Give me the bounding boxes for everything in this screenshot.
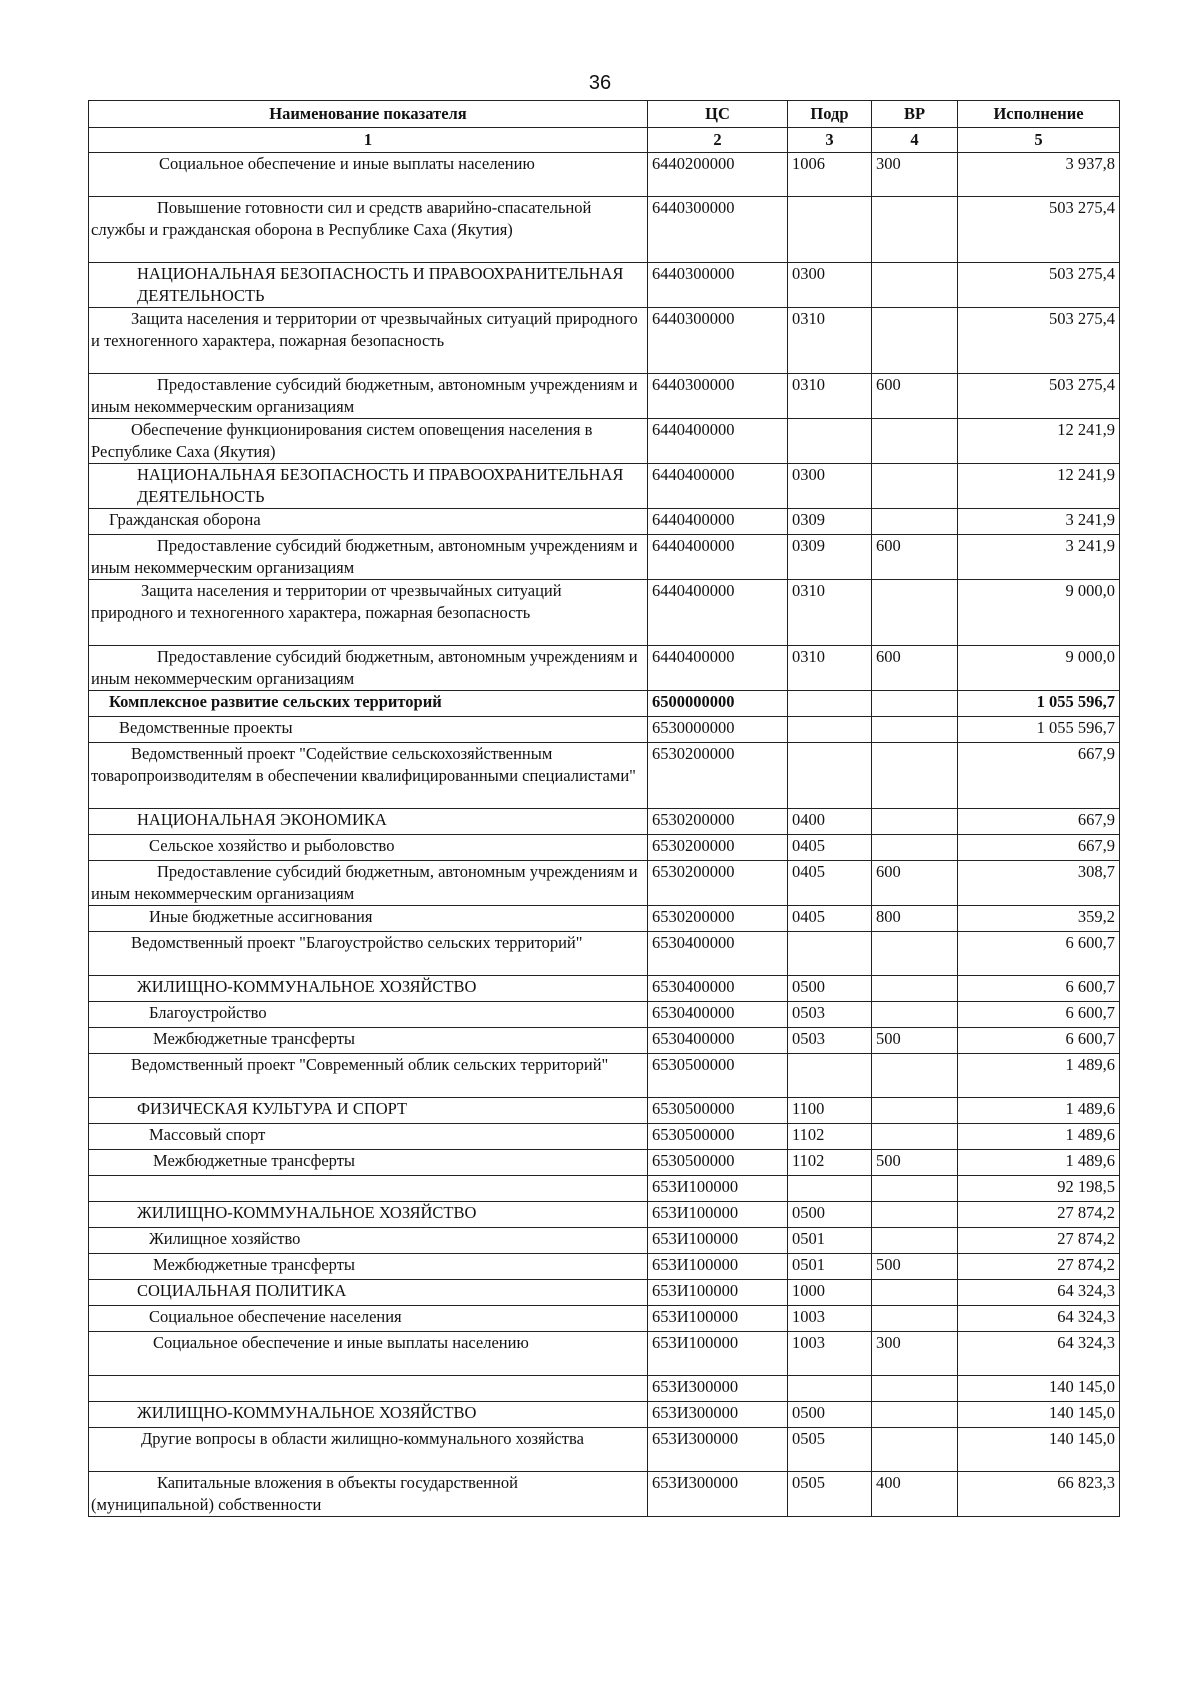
table-row <box>89 691 1120 717</box>
expense-type-code: 800 <box>872 906 958 932</box>
table-row <box>89 509 1120 535</box>
target-article-code: 6530200000 <box>648 861 788 906</box>
expense-type-code <box>872 1054 958 1098</box>
indicator-name: Межбюджетные трансферты <box>89 1150 648 1176</box>
execution-amount: 667,9 <box>958 809 1120 835</box>
indicator-name: Межбюджетные трансферты <box>89 1028 648 1054</box>
table-row <box>89 464 1120 509</box>
indicator-name: Массовый спорт <box>89 1124 648 1150</box>
subsection-code: 1102 <box>788 1150 872 1176</box>
page-number: 36 <box>588 72 612 94</box>
execution-amount: 64 324,3 <box>958 1332 1120 1376</box>
execution-amount: 3 937,8 <box>958 153 1120 197</box>
table-row <box>89 932 1120 976</box>
execution-amount: 64 324,3 <box>958 1306 1120 1332</box>
execution-amount: 3 241,9 <box>958 535 1120 580</box>
target-article-code: 653И300000 <box>648 1376 788 1402</box>
expense-type-code <box>872 509 958 535</box>
indicator-name: Социальное обеспечение и иные выплаты населению <box>89 153 648 197</box>
subsection-code <box>788 932 872 976</box>
subsection-code: 0310 <box>788 580 872 646</box>
target-article-code: 6530200000 <box>648 809 788 835</box>
execution-amount: 1 489,6 <box>958 1098 1120 1124</box>
execution-amount: 6 600,7 <box>958 1028 1120 1054</box>
execution-amount: 140 145,0 <box>958 1402 1120 1428</box>
table-row <box>89 1054 1120 1098</box>
indicator-name: СОЦИАЛЬНАЯ ПОЛИТИКА <box>89 1280 648 1306</box>
execution-amount: 6 600,7 <box>958 932 1120 976</box>
subsection-code: 0500 <box>788 976 872 1002</box>
table-row <box>89 1376 1120 1402</box>
table-row <box>89 646 1120 691</box>
column-number: 1 <box>89 128 648 153</box>
indicator-name: Другие вопросы в области жилищно-коммунального хозяйства <box>89 1428 648 1472</box>
indicator-name: ЖИЛИЩНО-КОММУНАЛЬНОЕ ХОЗЯЙСТВО <box>89 1202 648 1228</box>
execution-amount: 667,9 <box>958 835 1120 861</box>
expense-type-code <box>872 743 958 809</box>
subsection-code <box>788 691 872 717</box>
target-article-code: 6530200000 <box>648 835 788 861</box>
execution-amount: 1 055 596,7 <box>958 717 1120 743</box>
subsection-code: 0501 <box>788 1228 872 1254</box>
execution-amount: 503 275,4 <box>958 374 1120 419</box>
subsection-code: 0300 <box>788 263 872 308</box>
subsection-code: 0300 <box>788 464 872 509</box>
target-article-code: 6500000000 <box>648 691 788 717</box>
table-row <box>89 197 1120 263</box>
target-article-code: 6530500000 <box>648 1054 788 1098</box>
expense-type-code <box>872 1202 958 1228</box>
indicator-name: Предоставление субсидий бюджетным, автономным учреждениям и иным некоммерческим организациям <box>89 535 648 580</box>
indicator-name: Повышение готовности сил и средств аварийно-спасательной службы и гражданская оборона в Республике Саха (Якутия) <box>89 197 648 263</box>
subsection-code: 0309 <box>788 535 872 580</box>
header-name: Наименование показателя <box>89 101 648 128</box>
subsection-code: 1006 <box>788 153 872 197</box>
table-row <box>89 1428 1120 1472</box>
indicator-name: Сельское хозяйство и рыболовство <box>89 835 648 861</box>
expense-type-code: 600 <box>872 535 958 580</box>
subsection-code: 1003 <box>788 1306 872 1332</box>
indicator-name: Гражданская оборона <box>89 509 648 535</box>
expense-type-code: 600 <box>872 646 958 691</box>
header-podr: Подр <box>788 101 872 128</box>
table-row <box>89 717 1120 743</box>
column-number: 4 <box>872 128 958 153</box>
execution-amount: 308,7 <box>958 861 1120 906</box>
indicator-name: Ведомственный проект "Содействие сельскохозяйственным товаропроизводителям в обеспечении квалифицированными специалистами" <box>89 743 648 809</box>
indicator-name: ЖИЛИЩНО-КОММУНАЛЬНОЕ ХОЗЯЙСТВО <box>89 976 648 1002</box>
table-row <box>89 1228 1120 1254</box>
table-row <box>89 1202 1120 1228</box>
expense-type-code <box>872 197 958 263</box>
indicator-name <box>89 1176 648 1202</box>
expense-type-code: 400 <box>872 1472 958 1517</box>
expense-type-code <box>872 263 958 308</box>
expense-type-code <box>872 580 958 646</box>
expense-type-code <box>872 419 958 464</box>
target-article-code: 6440400000 <box>648 419 788 464</box>
header-vr: ВР <box>872 101 958 128</box>
indicator-name: Жилищное хозяйство <box>89 1228 648 1254</box>
execution-amount: 3 241,9 <box>958 509 1120 535</box>
indicator-name: НАЦИОНАЛЬНАЯ ЭКОНОМИКА <box>89 809 648 835</box>
target-article-code: 653И300000 <box>648 1402 788 1428</box>
subsection-code <box>788 419 872 464</box>
indicator-name: Защита населения и территории от чрезвычайных ситуаций природного и техногенного характера, пожарная безопасность <box>89 580 648 646</box>
subsection-code: 0505 <box>788 1472 872 1517</box>
table-row <box>89 1402 1120 1428</box>
execution-amount: 27 874,2 <box>958 1228 1120 1254</box>
table-row <box>89 1332 1120 1376</box>
indicator-name: ЖИЛИЩНО-КОММУНАЛЬНОЕ ХОЗЯЙСТВО <box>89 1402 648 1428</box>
subsection-code: 0500 <box>788 1202 872 1228</box>
budget-execution-table <box>88 100 1120 1517</box>
execution-amount: 27 874,2 <box>958 1202 1120 1228</box>
execution-amount: 66 823,3 <box>958 1472 1120 1517</box>
table-row <box>89 743 1120 809</box>
expense-type-code: 600 <box>872 861 958 906</box>
indicator-name: Предоставление субсидий бюджетным, автономным учреждениям и иным некоммерческим организациям <box>89 861 648 906</box>
expense-type-code <box>872 1228 958 1254</box>
execution-amount: 64 324,3 <box>958 1280 1120 1306</box>
target-article-code: 6530500000 <box>648 1124 788 1150</box>
target-article-code: 6530400000 <box>648 1002 788 1028</box>
header-amount: Исполнение <box>958 101 1120 128</box>
indicator-name: Социальное обеспечение населения <box>89 1306 648 1332</box>
expense-type-code <box>872 1176 958 1202</box>
indicator-name: Комплексное развитие сельских территорий <box>89 691 648 717</box>
execution-amount: 9 000,0 <box>958 646 1120 691</box>
subsection-code: 1100 <box>788 1098 872 1124</box>
target-article-code: 6440200000 <box>648 153 788 197</box>
subsection-code: 0405 <box>788 861 872 906</box>
table-row <box>89 809 1120 835</box>
indicator-name: Благоустройство <box>89 1002 648 1028</box>
execution-amount: 6 600,7 <box>958 976 1120 1002</box>
target-article-code: 6530000000 <box>648 717 788 743</box>
execution-amount: 1 489,6 <box>958 1150 1120 1176</box>
table-row <box>89 1280 1120 1306</box>
target-article-code: 6530200000 <box>648 743 788 809</box>
subsection-code: 0501 <box>788 1254 872 1280</box>
indicator-name: НАЦИОНАЛЬНАЯ БЕЗОПАСНОСТЬ И ПРАВООХРАНИТЕЛЬНАЯ ДЕЯТЕЛЬНОСТЬ <box>89 464 648 509</box>
indicator-name: Капитальные вложения в объекты государственной (муниципальной) собственности <box>89 1472 648 1517</box>
subsection-code: 1102 <box>788 1124 872 1150</box>
subsection-code: 0503 <box>788 1002 872 1028</box>
expense-type-code: 500 <box>872 1150 958 1176</box>
indicator-name: Ведомственный проект "Благоустройство сельских территорий" <box>89 932 648 976</box>
table-row <box>89 976 1120 1002</box>
table-row <box>89 1176 1120 1202</box>
column-number: 2 <box>648 128 788 153</box>
execution-amount: 140 145,0 <box>958 1376 1120 1402</box>
expense-type-code <box>872 308 958 374</box>
target-article-code: 6440400000 <box>648 535 788 580</box>
expense-type-code <box>872 835 958 861</box>
indicator-name: Ведомственный проект "Современный облик сельских территорий" <box>89 1054 648 1098</box>
execution-amount: 12 241,9 <box>958 464 1120 509</box>
target-article-code: 653И100000 <box>648 1332 788 1376</box>
table-row <box>89 374 1120 419</box>
indicator-name: Межбюджетные трансферты <box>89 1254 648 1280</box>
target-article-code: 653И100000 <box>648 1280 788 1306</box>
table-row <box>89 580 1120 646</box>
subsection-code: 0400 <box>788 809 872 835</box>
expense-type-code <box>872 717 958 743</box>
indicator-name: Обеспечение функционирования систем оповещения населения в Республике Саха (Якутия) <box>89 419 648 464</box>
subsection-code <box>788 717 872 743</box>
execution-amount: 1 055 596,7 <box>958 691 1120 717</box>
expense-type-code <box>872 1402 958 1428</box>
expense-type-code <box>872 1280 958 1306</box>
header-cs: ЦС <box>648 101 788 128</box>
target-article-code: 6530400000 <box>648 976 788 1002</box>
expense-type-code: 500 <box>872 1254 958 1280</box>
subsection-code: 0505 <box>788 1428 872 1472</box>
indicator-name: Социальное обеспечение и иные выплаты населению <box>89 1332 648 1376</box>
table-row <box>89 1472 1120 1517</box>
indicator-name <box>89 1376 648 1402</box>
subsection-code: 0503 <box>788 1028 872 1054</box>
subsection-code <box>788 1176 872 1202</box>
table-row <box>89 535 1120 580</box>
table-row <box>89 835 1120 861</box>
expense-type-code <box>872 1428 958 1472</box>
execution-amount: 140 145,0 <box>958 1428 1120 1472</box>
indicator-name: Предоставление субсидий бюджетным, автономным учреждениям и иным некоммерческим организациям <box>89 374 648 419</box>
table-body <box>89 153 1120 1517</box>
execution-amount: 12 241,9 <box>958 419 1120 464</box>
target-article-code: 6530500000 <box>648 1098 788 1124</box>
table-row <box>89 861 1120 906</box>
target-article-code: 6440300000 <box>648 374 788 419</box>
subsection-code: 1003 <box>788 1332 872 1376</box>
subsection-code <box>788 743 872 809</box>
execution-amount: 503 275,4 <box>958 263 1120 308</box>
execution-amount: 1 489,6 <box>958 1054 1120 1098</box>
table-row <box>89 153 1120 197</box>
table-row <box>89 419 1120 464</box>
target-article-code: 6440300000 <box>648 308 788 374</box>
table-row <box>89 1306 1120 1332</box>
target-article-code: 6440300000 <box>648 197 788 263</box>
execution-amount: 9 000,0 <box>958 580 1120 646</box>
indicator-name: Ведомственные проекты <box>89 717 648 743</box>
expense-type-code: 500 <box>872 1028 958 1054</box>
execution-amount: 359,2 <box>958 906 1120 932</box>
execution-amount: 1 489,6 <box>958 1124 1120 1150</box>
indicator-name: Защита населения и территории от чрезвычайных ситуаций природного и техногенного характера, пожарная безопасность <box>89 308 648 374</box>
target-article-code: 6530500000 <box>648 1150 788 1176</box>
table-row <box>89 263 1120 308</box>
table-row <box>89 1002 1120 1028</box>
target-article-code: 653И300000 <box>648 1472 788 1517</box>
expense-type-code: 300 <box>872 153 958 197</box>
target-article-code: 6440400000 <box>648 509 788 535</box>
subsection-code <box>788 1054 872 1098</box>
table-row <box>89 1124 1120 1150</box>
target-article-code: 6440300000 <box>648 263 788 308</box>
subsection-code: 0310 <box>788 374 872 419</box>
indicator-name: НАЦИОНАЛЬНАЯ БЕЗОПАСНОСТЬ И ПРАВООХРАНИТЕЛЬНАЯ ДЕЯТЕЛЬНОСТЬ <box>89 263 648 308</box>
target-article-code: 653И100000 <box>648 1176 788 1202</box>
table-row <box>89 1028 1120 1054</box>
subsection-code: 0309 <box>788 509 872 535</box>
expense-type-code <box>872 932 958 976</box>
expense-type-code <box>872 1098 958 1124</box>
expense-type-code <box>872 1002 958 1028</box>
indicator-name: Предоставление субсидий бюджетным, автономным учреждениям и иным некоммерческим организациям <box>89 646 648 691</box>
expense-type-code <box>872 809 958 835</box>
subsection-code: 0405 <box>788 835 872 861</box>
column-number: 3 <box>788 128 872 153</box>
execution-amount: 27 874,2 <box>958 1254 1120 1280</box>
expense-type-code <box>872 976 958 1002</box>
execution-amount: 6 600,7 <box>958 1002 1120 1028</box>
target-article-code: 6530400000 <box>648 1028 788 1054</box>
expense-type-code <box>872 691 958 717</box>
table-row <box>89 906 1120 932</box>
target-article-code: 6530200000 <box>648 906 788 932</box>
subsection-code: 0500 <box>788 1402 872 1428</box>
table-row <box>89 1150 1120 1176</box>
target-article-code: 653И300000 <box>648 1428 788 1472</box>
execution-amount: 92 198,5 <box>958 1176 1120 1202</box>
expense-type-code: 300 <box>872 1332 958 1376</box>
subsection-code: 0310 <box>788 646 872 691</box>
subsection-code <box>788 197 872 263</box>
execution-amount: 503 275,4 <box>958 197 1120 263</box>
target-article-code: 653И100000 <box>648 1306 788 1332</box>
expense-type-code <box>872 1124 958 1150</box>
subsection-code: 0405 <box>788 906 872 932</box>
column-number: 5 <box>958 128 1120 153</box>
subsection-code <box>788 1376 872 1402</box>
target-article-code: 653И100000 <box>648 1228 788 1254</box>
expense-type-code <box>872 464 958 509</box>
indicator-name: ФИЗИЧЕСКАЯ КУЛЬТУРА И СПОРТ <box>89 1098 648 1124</box>
target-article-code: 653И100000 <box>648 1254 788 1280</box>
table-row <box>89 308 1120 374</box>
table-header-row <box>89 101 1120 128</box>
execution-amount: 503 275,4 <box>958 308 1120 374</box>
expense-type-code <box>872 1306 958 1332</box>
subsection-code: 1000 <box>788 1280 872 1306</box>
target-article-code: 6530400000 <box>648 932 788 976</box>
execution-amount: 667,9 <box>958 743 1120 809</box>
subsection-code: 0310 <box>788 308 872 374</box>
indicator-name: Иные бюджетные ассигнования <box>89 906 648 932</box>
target-article-code: 6440400000 <box>648 580 788 646</box>
expense-type-code <box>872 1376 958 1402</box>
target-article-code: 6440400000 <box>648 646 788 691</box>
table-row <box>89 1098 1120 1124</box>
target-article-code: 653И100000 <box>648 1202 788 1228</box>
expense-type-code: 600 <box>872 374 958 419</box>
table-row <box>89 1254 1120 1280</box>
target-article-code: 6440400000 <box>648 464 788 509</box>
column-number-row <box>89 128 1120 153</box>
